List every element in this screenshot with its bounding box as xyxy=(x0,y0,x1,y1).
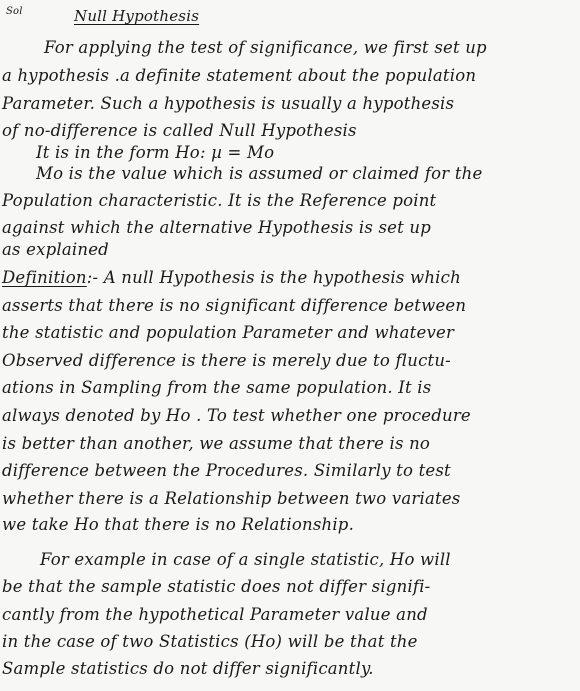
definition-term: Definition xyxy=(2,268,87,287)
definition-line: is better than another, we assume that there is no xyxy=(2,434,431,453)
solution-label: Sol xyxy=(6,6,23,17)
intro-line: as explained xyxy=(2,240,109,259)
definition-line: we take Ho that there is no Relationship. xyxy=(2,515,355,534)
definition-line: whether there is a Relationship between two variates xyxy=(2,489,461,508)
definition-first-line xyxy=(2,268,461,288)
example-line: be that the sample statistic does not differ signifi- xyxy=(2,577,431,596)
intro-line: of no-difference is called Null Hypothesis xyxy=(2,121,357,140)
definition-line: ations in Sampling from the same population. It is xyxy=(2,378,432,397)
page-title: Null Hypothesis xyxy=(74,7,200,25)
intro-line: Population characteristic. It is the Reference point xyxy=(2,191,437,210)
intro-line: For applying the test of significance, we first set up xyxy=(44,38,487,57)
intro-line: Parameter. Such a hypothesis is usually a hypothesis xyxy=(2,94,455,113)
intro-line: Mo is the value which is assumed or claimed for the xyxy=(36,164,483,183)
intro-line: a hypothesis .a definite statement about the population xyxy=(2,66,477,85)
intro-line: against which the alternative Hypothesis is set up xyxy=(2,218,431,237)
intro-line: It is in the form Ho: µ = Mo xyxy=(36,143,275,162)
definition-line: difference between the Procedures. Similarly to test xyxy=(2,461,451,480)
definition-line: Observed difference is there is merely due to fluctu- xyxy=(2,351,451,370)
example-line: in the case of two Statistics (Ho) will be that the xyxy=(2,632,418,651)
example-line: For example in case of a single statistic, Ho will xyxy=(40,550,451,569)
example-line: cantly from the hypothetical Parameter value and xyxy=(2,605,428,624)
definition-intro-text: :- A null Hypothesis is the hypothesis which xyxy=(86,268,461,287)
definition-line: the statistic and population Parameter and whatever xyxy=(2,323,455,342)
definition-line: always denoted by Ho . To test whether one procedure xyxy=(2,406,471,425)
definition-line: asserts that there is no significant difference between xyxy=(2,296,467,315)
example-line: Sample statistics do not differ significantly. xyxy=(2,659,374,678)
